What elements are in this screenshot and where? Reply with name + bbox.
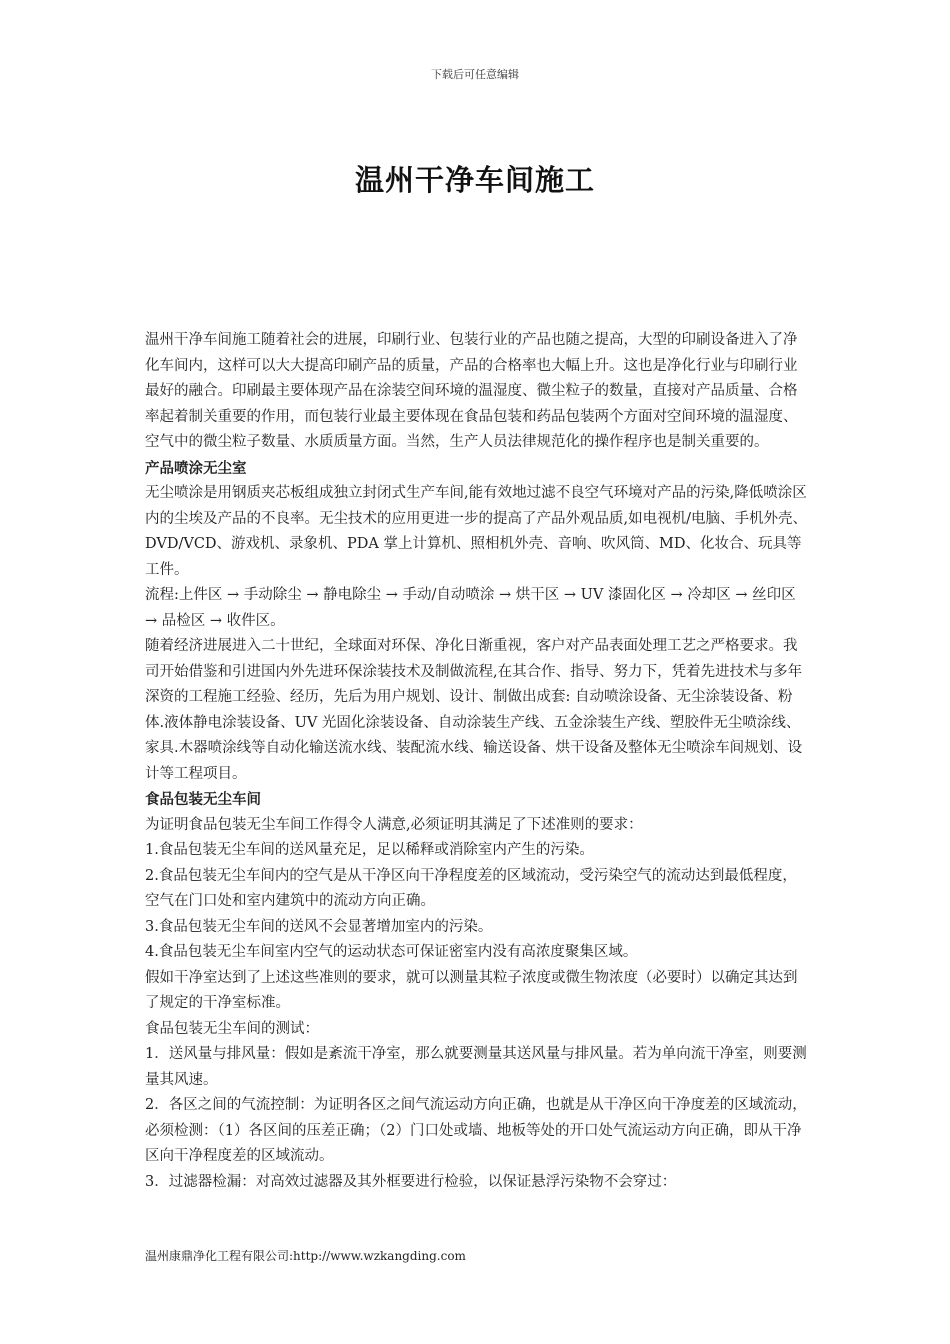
spray-description-paragraph: 无尘喷涂是用钢质夹芯板组成独立封闭式生产车间,能有效地过滤不良空气环境对产品的污染,降低喷涂区内的尘埃及产品的不良率。无尘技术的应用更进一步的提高了产品外观品质,如电视机/电脑、手机外壳、DVD/VCD、游戏机、录象机、PDA 掌上计算机、照相机外壳、音响、吹风筒、MD、化妆合、玩具等工件。	[145, 485, 807, 578]
test-item: 3．过滤器检漏：对高效过滤器及其外框要进行检验，以保证悬浮污染物不会穿过：	[145, 1173, 677, 1190]
page-header-note: 下载后可任意编辑	[431, 68, 519, 81]
page-footer-company: 温州康鼎净化工程有限公司:http://www.wzkangding.com	[145, 1249, 466, 1263]
test-item: 1．送风量与排风量：假如是紊流干净室，那么就要测量其送风量与排风量。若为单向流干净室，则要测量其风速。	[145, 1046, 807, 1088]
test-item: 2．各区之间的气流控制：为证明各区之间气流运动方向正确，也就是从干净区向干净度差的区域流动，必须检测：（1）各区间的压差正确；（2）门口处或墙、地板等处的开口处气流运动方向正确，即从干净区向干净程度差的区域流动。	[145, 1097, 807, 1164]
criteria-item: 3.食品包装无尘车间的送风不会显著增加室内的污染。	[145, 918, 493, 935]
document-body	[145, 328, 809, 1195]
conclusion-paragraph: 假如干净室达到了上述这些准则的要求，就可以测量其粒子浓度或微生物浓度（必要时）以确定其达到了规定的干净室标准。	[145, 969, 798, 1011]
criteria-item: 2.食品包装无尘车间内的空气是从干净区向干净程度差的区域流动，受污染空气的流动达到最低程度，空气在门口处和室内建筑中的流动方向正确。	[145, 867, 797, 909]
process-flow-paragraph: 流程:上件区 → 手动除尘 → 静电除尘 → 手动/自动喷涂 → 烘干区 → UV 漆固化区 → 冷却区 → 丝印区 → 品检区 → 收件区。	[145, 587, 796, 629]
food-intro-paragraph: 为证明食品包装无尘车间工作得令人满意,必须证明其满足了下述准则的要求：	[145, 816, 643, 833]
section-heading-spray-room: 产品喷涂无尘室	[145, 459, 247, 477]
development-paragraph: 随着经济进展进入二十世纪，全球面对环保、净化日渐重视，客户对产品表面处理工艺之严格要求。我司开始借鉴和引进国内外先进环保涂装技术及制做流程,在其合作、指导、努力下，凭着先进技术与多年深资的工程施工经验、经历，先后为用户规划、设计、制做出成套: 自动喷涂设备、无尘涂装设备、粉体.液体静电涂装设备、UV 光固化涂装设备、自动涂装生产线、五金涂装生产线、塑胶件无尘喷涂线、家具.木器喷涂线等自动化输送流水线、装配流水线、输送设备、烘干设备及整体无尘喷涂车间规划、设计等工程项目。	[145, 638, 803, 782]
tests-intro-paragraph: 食品包装无尘车间的测试：	[145, 1020, 319, 1037]
document-title: 温州干净车间施工	[354, 163, 595, 197]
section-heading-food-packaging: 食品包装无尘车间	[145, 791, 261, 808]
criteria-item: 4.食品包装无尘车间室内空气的运动状态可保证密室内没有高浓度聚集区域。	[145, 944, 638, 960]
criteria-item: 1.食品包装无尘车间的送风量充足，足以稀释或消除室内产生的污染。	[145, 842, 594, 858]
intro-paragraph: 温州干净车间施工随着社会的进展，印刷行业、包装行业的产品也随之提高，大型的印刷设备进入了净化车间内，这样可以大大提高印刷产品的质量，产品的合格率也大幅上升。这也是净化行业与印刷行业最好的融合。印刷最主要体现产品在涂装空间环境的温湿度、微尘粒子的数量，直接对产品质量、合格率起着制关重要的作用，而包装行业最主要体现在食品包装和药品包装两个方面对空间环境的温湿度、空气中的微尘粒子数量、水质质量方面。当然，生产人员法律规范化的操作程序也是制关重要的。	[145, 332, 798, 450]
